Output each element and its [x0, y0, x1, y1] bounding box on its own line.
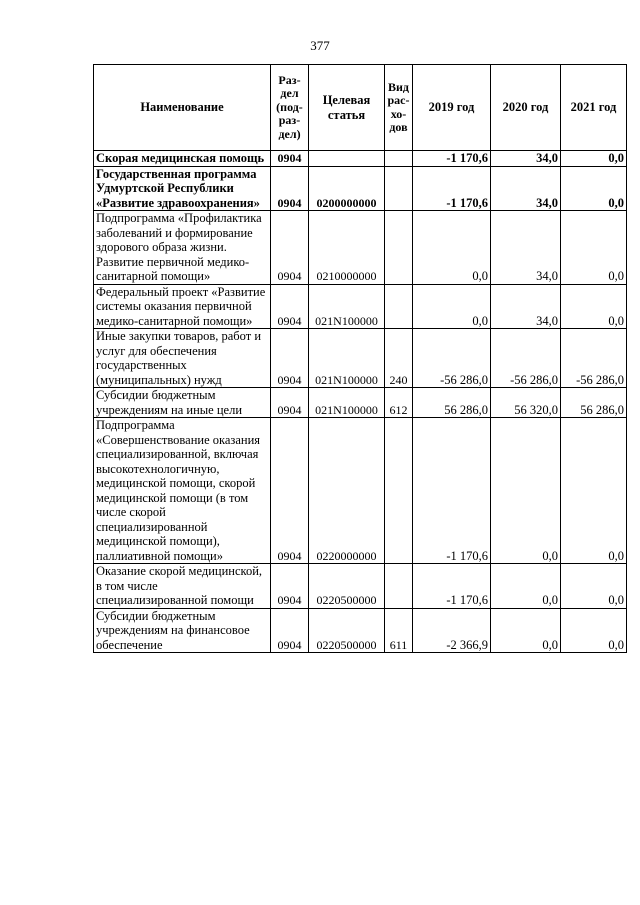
row-2019: -1 170,6 — [413, 418, 491, 564]
row-target: 021N100000 — [309, 329, 385, 388]
row-expense — [385, 211, 413, 285]
row-2020: 56 320,0 — [491, 388, 561, 418]
row-2021: 56 286,0 — [561, 388, 627, 418]
row-2019: -1 170,6 — [413, 166, 491, 211]
row-section: 0904 — [271, 166, 309, 211]
row-2021: 0,0 — [561, 608, 627, 653]
budget-table — [93, 64, 627, 653]
row-expense: 240 — [385, 329, 413, 388]
row-name: Федеральный проект «Развитие системы оказания первичной медико-санитарной помощи» — [94, 284, 271, 329]
row-2020: 0,0 — [491, 418, 561, 564]
row-2019: -1 170,6 — [413, 564, 491, 609]
row-section: 0904 — [271, 284, 309, 329]
row-2021: 0,0 — [561, 211, 627, 285]
row-2020: 0,0 — [491, 608, 561, 653]
row-name: Скорая медицинская помощь — [94, 151, 271, 167]
table-row — [94, 166, 627, 211]
row-target: 0200000000 — [309, 166, 385, 211]
row-section: 0904 — [271, 418, 309, 564]
row-2021: 0,0 — [561, 151, 627, 167]
row-expense — [385, 284, 413, 329]
row-2021: 0,0 — [561, 166, 627, 211]
header-2021: 2021 год — [561, 65, 627, 151]
row-name: Иные закупки товаров, работ и услуг для обеспечения государственных (муниципальных) нужд — [94, 329, 271, 388]
row-expense: 611 — [385, 608, 413, 653]
table-row — [94, 329, 627, 388]
row-target: 0220500000 — [309, 564, 385, 609]
table-row — [94, 211, 627, 285]
header-target: Целевая статья — [309, 65, 385, 151]
row-2020: 34,0 — [491, 211, 561, 285]
row-target — [309, 151, 385, 167]
row-section: 0904 — [271, 608, 309, 653]
row-target: 0210000000 — [309, 211, 385, 285]
row-name: Оказание скорой медицинской, в том числе специализированной помощи — [94, 564, 271, 609]
row-2021: 0,0 — [561, 284, 627, 329]
row-expense: 612 — [385, 388, 413, 418]
table-row — [94, 608, 627, 653]
row-2020: -56 286,0 — [491, 329, 561, 388]
row-name: Государственная программа Удмуртской Республики «Развитие здравоохранения» — [94, 166, 271, 211]
row-section: 0904 — [271, 151, 309, 167]
header-section: Раз- дел (под- раз- дел) — [271, 65, 309, 151]
row-name: Субсидии бюджетным учреждениям на финансовое обеспечение — [94, 608, 271, 653]
row-expense — [385, 418, 413, 564]
table-row — [94, 418, 627, 564]
row-2021: -56 286,0 — [561, 329, 627, 388]
row-2021: 0,0 — [561, 418, 627, 564]
row-section: 0904 — [271, 564, 309, 609]
page-number: 377 — [310, 38, 330, 53]
row-2020: 0,0 — [491, 564, 561, 609]
row-2020: 34,0 — [491, 284, 561, 329]
row-2019: -56 286,0 — [413, 329, 491, 388]
row-target: 0220000000 — [309, 418, 385, 564]
header-name: Наименование — [94, 65, 271, 151]
row-2019: -1 170,6 — [413, 151, 491, 167]
header-2019: 2019 год — [413, 65, 491, 151]
table-row — [94, 564, 627, 609]
row-target: 0220500000 — [309, 608, 385, 653]
row-2019: -2 366,9 — [413, 608, 491, 653]
row-expense — [385, 564, 413, 609]
row-section: 0904 — [271, 211, 309, 285]
row-2019: 0,0 — [413, 284, 491, 329]
row-section: 0904 — [271, 329, 309, 388]
row-name: Подпрограмма «Профилактика заболеваний и формирование здорового образа жизни. Развитие первичной медико-санитарной помощи» — [94, 211, 271, 285]
table-row — [94, 151, 627, 167]
row-2019: 56 286,0 — [413, 388, 491, 418]
row-name: Подпрограмма «Совершенствование оказания специализированной, включая высокотехнологичную, медицинской помощи, скорой медицинской помощи (в том числе скорой специализированной медицинской помощи), паллиативной помощи» — [94, 418, 271, 564]
row-2019: 0,0 — [413, 211, 491, 285]
row-name: Субсидии бюджетным учреждениям на иные цели — [94, 388, 271, 418]
row-expense — [385, 166, 413, 211]
row-target: 021N100000 — [309, 284, 385, 329]
row-expense — [385, 151, 413, 167]
row-target: 021N100000 — [309, 388, 385, 418]
table-row — [94, 284, 627, 329]
table-row — [94, 388, 627, 418]
row-section: 0904 — [271, 388, 309, 418]
row-2020: 34,0 — [491, 151, 561, 167]
header-2020: 2020 год — [491, 65, 561, 151]
header-expense: Вид рас- хо- дов — [385, 65, 413, 151]
table-header-row — [94, 65, 627, 151]
row-2021: 0,0 — [561, 564, 627, 609]
row-2020: 34,0 — [491, 166, 561, 211]
